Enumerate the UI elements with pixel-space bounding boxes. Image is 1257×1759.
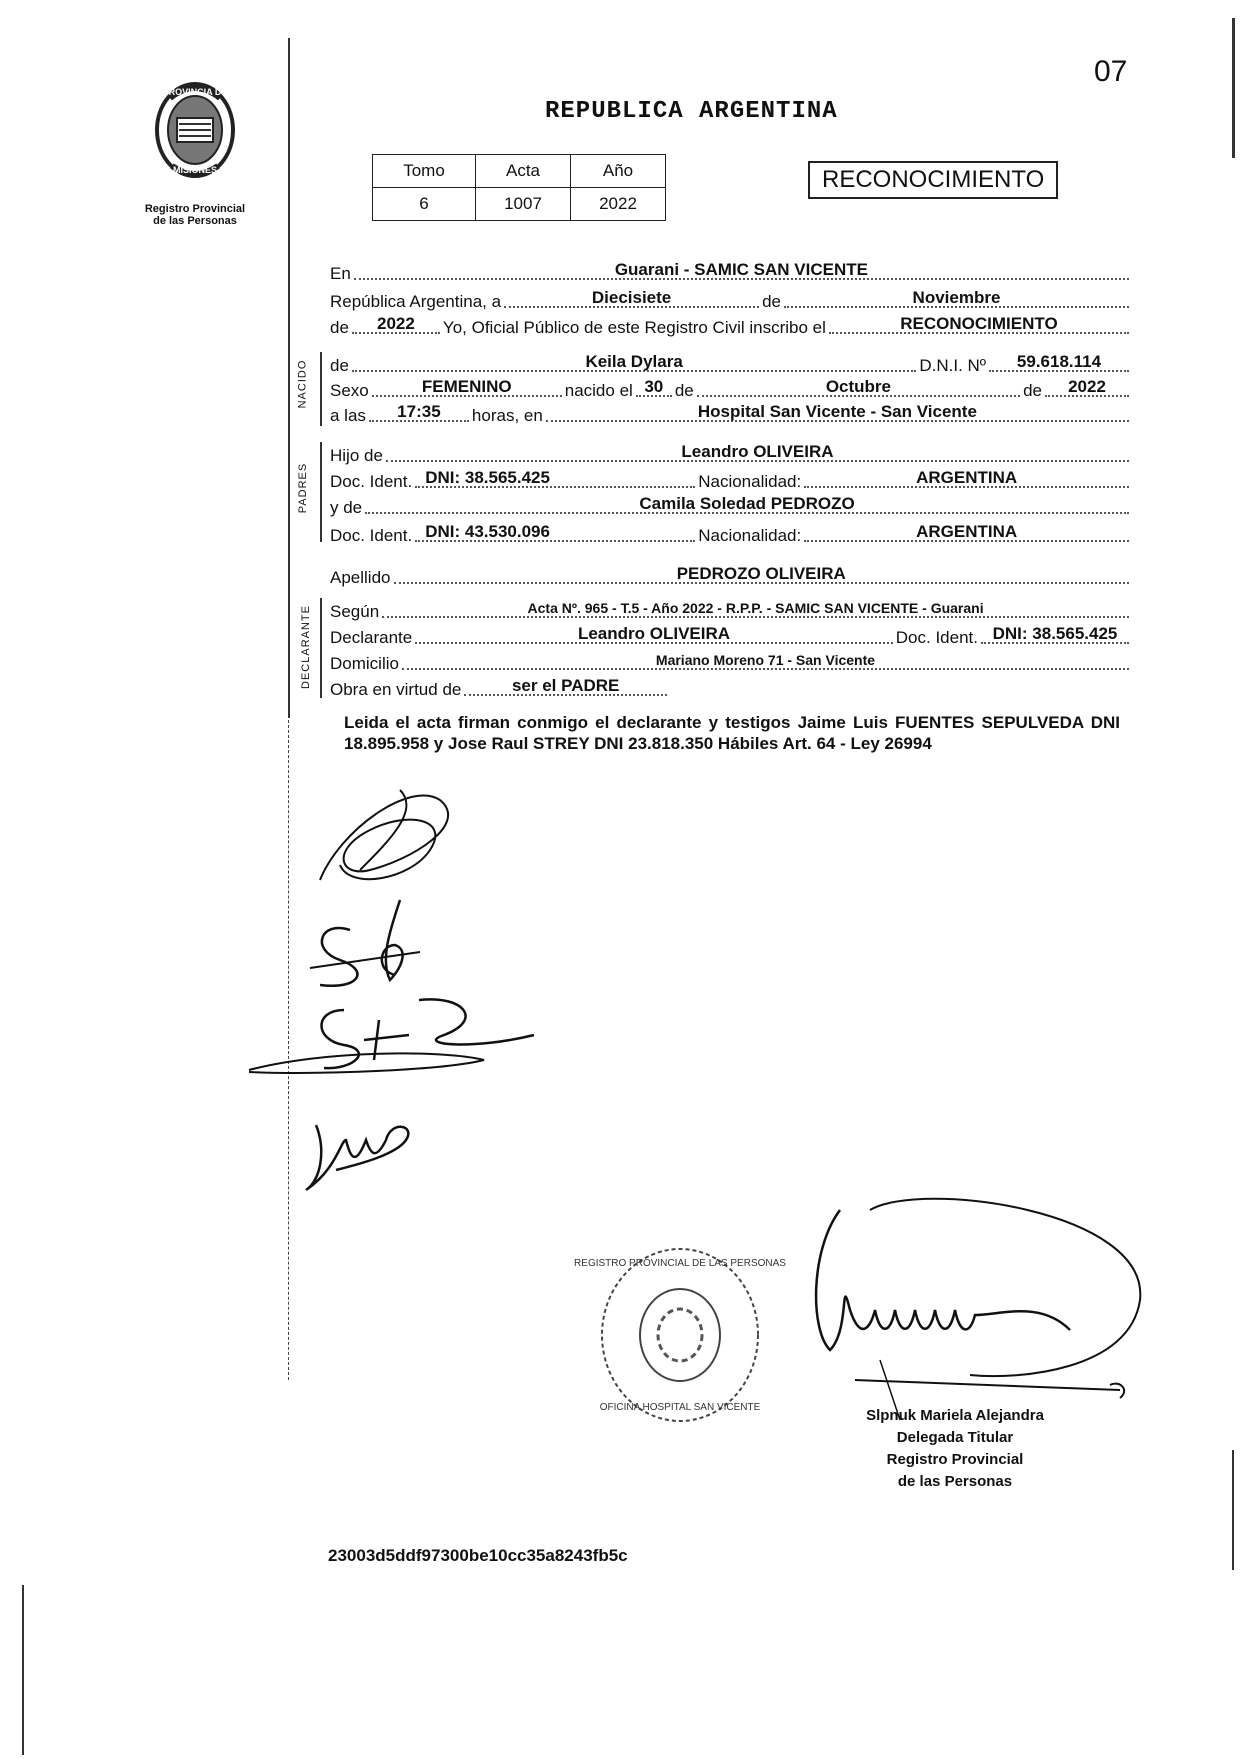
closing-note: Leida el acta firman conmigo el declarante y testigos Jaime Luis FUENTES SEPULVEDA DNI 18.895.958 y Jose Raul STREY DNI 23.818.350 Hábiles Art. 64 - Ley 26994 (344, 713, 1120, 753)
registry-seal (130, 78, 260, 227)
field-father-name: Leandro OLIVEIRA (681, 442, 834, 461)
field-month: Noviembre (912, 288, 1001, 307)
label-horas-en: horas, en (471, 406, 543, 425)
side-label-padres: PADRES (297, 462, 310, 514)
label-declarant-doc: Doc. Ident. (895, 628, 978, 647)
label-segun: Según (330, 602, 380, 621)
row-child-name (330, 350, 1132, 376)
label-inscribo: Yo, Oficial Público de este Registro Civil inscribo el (442, 318, 826, 337)
field-address: Mariano Moreno 71 - San Vicente (655, 652, 876, 668)
label-hijo-de: Hijo de (330, 446, 383, 465)
signature-witness-2-icon (296, 1110, 426, 1200)
record-table (372, 154, 666, 221)
stamp-inner-text: OFICINA HOSPITAL SAN VICENTE (599, 1402, 761, 1413)
official-office-line-1: Registro Provincial (886, 1451, 1024, 1468)
field-mother-name: Camila Soledad PEDROZO (639, 494, 855, 513)
row-segun (330, 596, 1132, 622)
field-birth-month: Octubre (825, 377, 891, 396)
row-mother-name (330, 492, 1132, 518)
page-number: 07 (1094, 55, 1128, 88)
label-en: En (330, 264, 351, 283)
field-segun: Acta Nº. 965 - T.5 - Año 2022 - R.P.P. - SAMIC SAN VICENTE - Guarani (527, 600, 984, 616)
side-label-declarante: DECLARANTE (299, 605, 312, 689)
provincial-seal-icon (130, 78, 260, 198)
document-title: REPUBLICA ARGENTINA (545, 98, 838, 125)
side-label-nacido: NACIDO (296, 359, 309, 409)
record-header-tomo: Tomo (373, 155, 476, 188)
label-father-doc: Doc. Ident. (330, 472, 413, 491)
field-inscribo: RECONOCIMIENTO (900, 314, 1058, 333)
label-de-year: de (330, 318, 349, 337)
label-nacido-el: nacido el (564, 381, 633, 400)
record-value-acta: 1007 (476, 188, 571, 221)
field-birth-place: Hospital San Vicente - San Vicente (697, 402, 977, 421)
official-signature-block (840, 1405, 1070, 1493)
record-header-acta: Acta (476, 155, 571, 188)
official-name: Slpnuk Mariela Alejandra (866, 1407, 1044, 1424)
label-dni: D.N.I. Nº (919, 356, 986, 375)
padres-section-bar (320, 442, 322, 542)
label-father-nationality: Nacionalidad: (698, 472, 802, 491)
declarante-section-bar (320, 598, 322, 698)
label-de-month: de (762, 292, 781, 311)
bottom-left-edge-line (22, 1585, 24, 1755)
signature-declarant-icon (300, 770, 480, 900)
label-mother-nationality: Nacionalidad: (698, 526, 802, 545)
field-child-dni: 59.618.114 (1016, 352, 1102, 371)
record-value-tomo: 6 (373, 188, 476, 221)
record-table-value-row (373, 188, 666, 221)
field-child-name: Keila Dylara (585, 352, 683, 371)
seal-top-text: PROVINCIA DE (162, 87, 228, 97)
right-edge-line-lower (1232, 1450, 1234, 1570)
record-value-ano: 2022 (571, 188, 666, 221)
row-birth-place (330, 400, 1132, 426)
label-domicilio: Domicilio (330, 654, 399, 673)
field-year: 2022 (377, 314, 415, 333)
field-birth-time: 17:35 (397, 402, 441, 421)
row-father-name (330, 440, 1132, 466)
signature-official-icon (770, 1190, 1160, 1420)
label-a-las: a las (330, 406, 366, 425)
row-place (330, 258, 1132, 284)
field-declarant-name: Leandro OLIVEIRA (577, 624, 731, 643)
label-apellido: Apellido (330, 568, 391, 587)
field-declarant-dni: DNI: 38.565.425 (992, 624, 1118, 643)
record-table-header-row (373, 155, 666, 188)
field-sex: FEMENINO (421, 377, 512, 396)
registry-caption-line-2: de las Personas (153, 215, 237, 227)
label-y-de: y de (330, 498, 363, 517)
nacido-section-bar (320, 352, 322, 426)
label-republica: República Argentina, a (330, 292, 502, 311)
field-day-words: Diecisiete (591, 288, 672, 307)
row-father-doc (330, 466, 1132, 492)
label-nacido-de: de (330, 356, 349, 375)
row-date (330, 286, 1132, 312)
field-obra: ser el PADRE (511, 676, 620, 695)
field-birth-year: 2022 (1068, 377, 1106, 396)
registry-caption (130, 203, 260, 227)
field-father-nationality: ARGENTINA (916, 468, 1018, 487)
field-mother-dni: DNI: 43.530.096 (425, 522, 550, 541)
record-header-ano: Año (571, 155, 666, 188)
field-father-dni: DNI: 38.565.425 (425, 468, 550, 487)
signature-mother-icon (300, 890, 440, 1000)
field-place: Guarani - SAMIC SAN VICENTE (614, 260, 868, 279)
row-surname (330, 562, 1132, 588)
row-inscribo (330, 312, 1132, 338)
field-mother-nationality: ARGENTINA (916, 522, 1018, 541)
label-obra: Obra en virtud de (330, 680, 462, 699)
label-de-birth-year: de (1023, 381, 1042, 400)
label-mother-doc: Doc. Ident. (330, 526, 413, 545)
field-surname: PEDROZO OLIVEIRA (676, 564, 846, 583)
signature-witness-1-icon (244, 990, 544, 1090)
right-edge-line (1232, 18, 1235, 158)
row-mother-doc (330, 520, 1132, 546)
row-address (330, 648, 1132, 674)
row-birth (330, 375, 1132, 401)
left-margin-line (288, 38, 290, 718)
field-birth-day: 30 (644, 377, 664, 396)
official-stamp-icon (574, 1240, 786, 1430)
label-declarante: Declarante (330, 628, 413, 647)
stamp-outer-text: REGISTRO PROVINCIAL DE LAS PERSONAS (574, 1258, 786, 1269)
act-type-box: RECONOCIMIENTO (808, 161, 1058, 199)
label-sexo: Sexo (330, 381, 369, 400)
document-hash: 23003d5ddf97300be10cc35a8243fb5c (328, 1546, 628, 1565)
row-obra (330, 674, 670, 700)
official-office-line-2: de las Personas (897, 1473, 1013, 1490)
label-de-birth-month: de (674, 381, 694, 400)
official-role: Delegada Titular (896, 1429, 1014, 1446)
seal-bottom-text: MISIONES (172, 165, 218, 175)
row-declarant (330, 622, 1132, 648)
registry-caption-line-1: Registro Provincial (144, 203, 246, 215)
